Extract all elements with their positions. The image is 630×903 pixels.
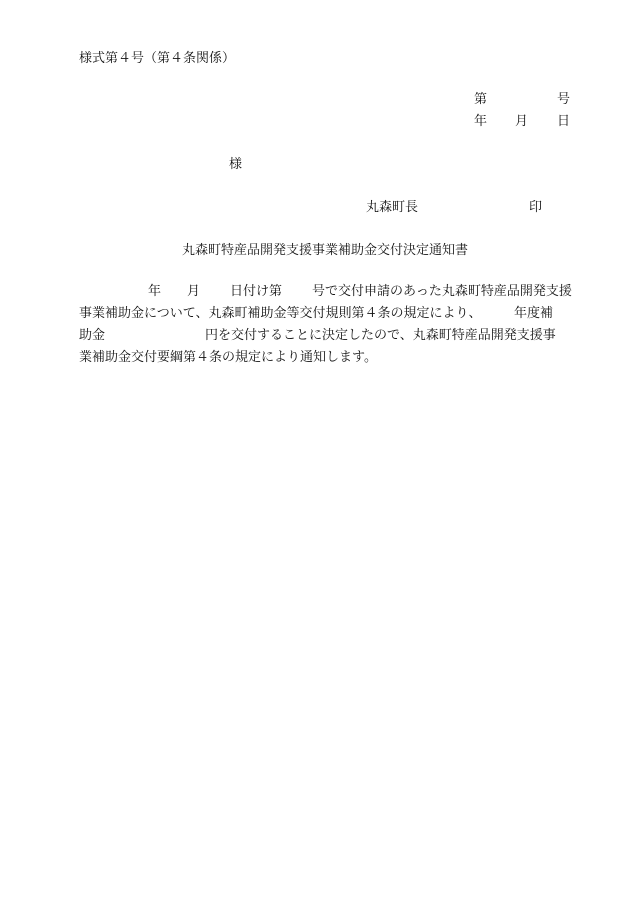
body-line-3 [79,329,589,351]
body-date-reference: 日付け第 [230,284,283,299]
body-year-label: 年 [148,284,162,299]
document-number-prefix: 第 [474,92,488,107]
date-year-label: 年 [474,114,488,129]
body-line-1-text: 号で交付申請のあった丸森町特産品開発支援 [312,284,572,299]
document-number-suffix: 号 [557,92,571,107]
body-paragraph [79,285,589,373]
issuer-title: 丸森町長 [366,200,419,215]
seal-mark: 印 [529,200,543,215]
body-line-1 [79,285,589,307]
recipient-honorific: 様 [229,157,243,172]
date-month-label: 月 [515,114,529,129]
date-day-label: 日 [557,114,571,129]
form-number: 様式第４号（第４条関係） [79,51,236,66]
body-month-label: 月 [187,284,201,299]
document-title: 丸森町特産品開発支援事業補助金交付決定通知書 [182,243,469,258]
body-line-2: 事業補助金について、丸森町補助金等交付規則第４条の規定により、 年度補 [79,306,553,321]
body-line-4: 業補助金交付要綱第４条の規定により通知します。 [79,350,377,365]
body-subsidy-label: 助金 [79,328,106,343]
body-line-3-text: 円を交付することに決定したので、丸森町特産品開発支援事 [205,328,556,343]
